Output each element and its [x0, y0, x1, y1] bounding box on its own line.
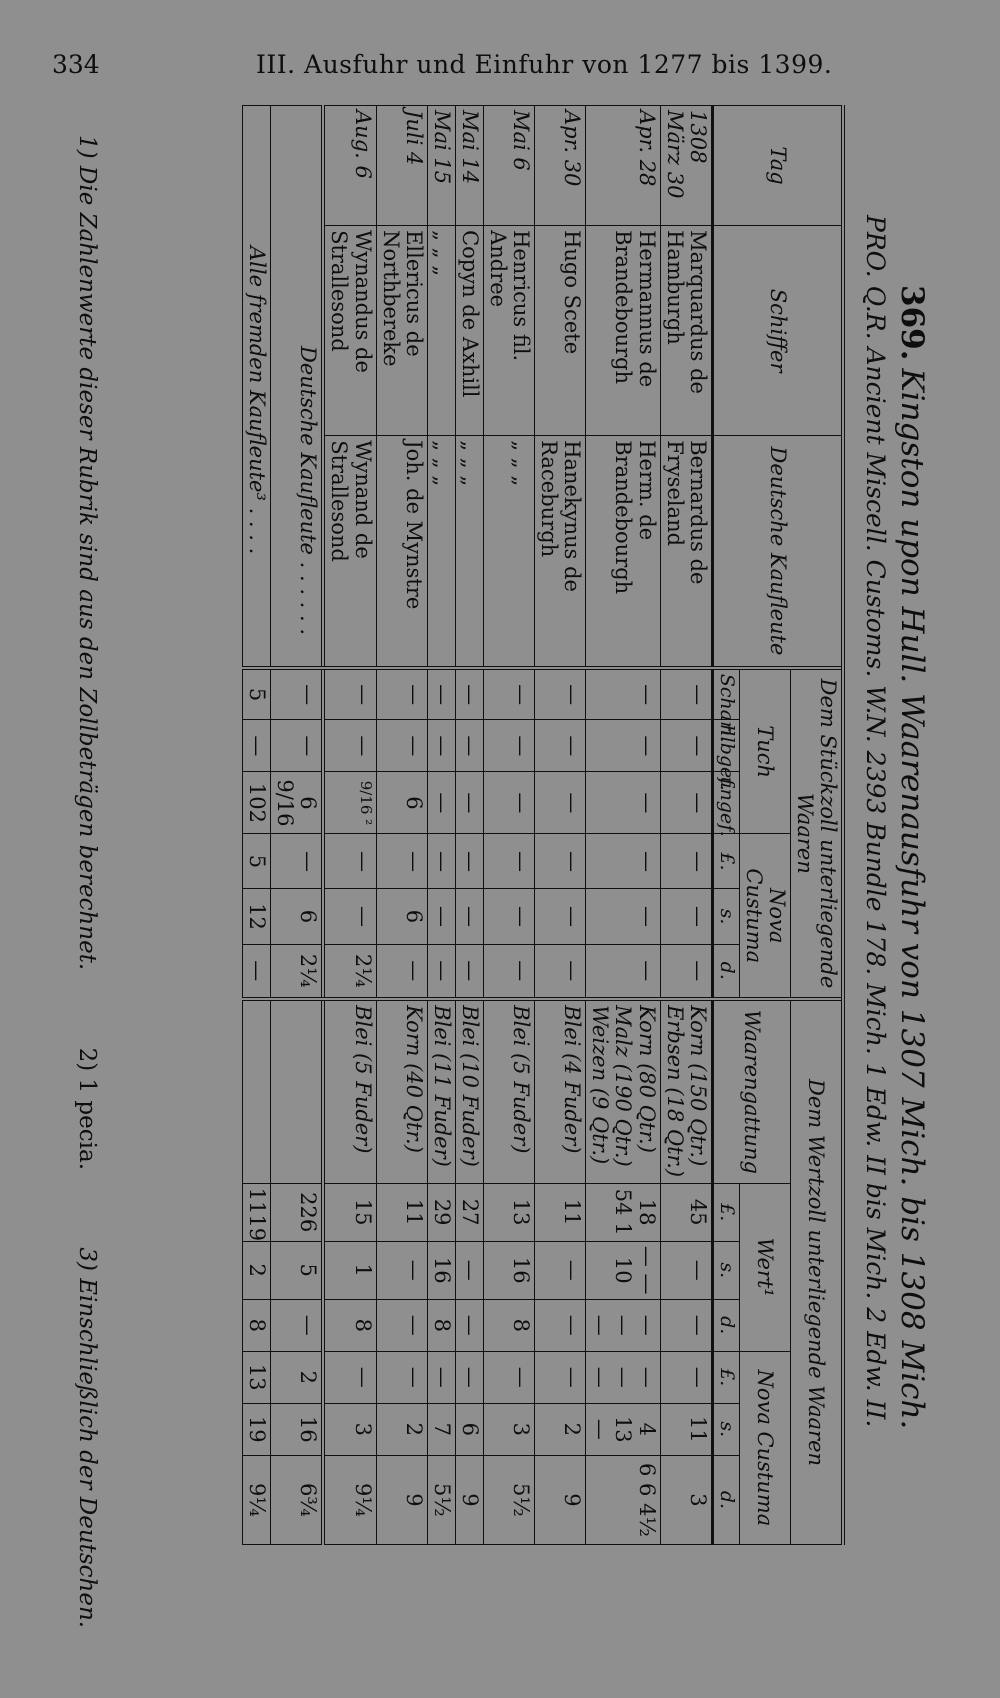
- footnotes: [74, 135, 100, 1698]
- cell-tag: Mai 14: [455, 106, 483, 226]
- cell-wert-shilling: 1: [323, 1241, 376, 1299]
- cell-ware: Korn (40 Qtr.): [376, 999, 427, 1183]
- cell-kaufleute: „ „ „: [455, 436, 483, 668]
- cell-scharl: —: [323, 668, 376, 720]
- cell-wert-pound: 226: [271, 1183, 324, 1241]
- customs-table: [242, 105, 845, 1545]
- cell-hlbgef: —: [243, 720, 271, 772]
- cell-hlbgef: —: [535, 720, 586, 772]
- cell-scharl: 5: [243, 668, 271, 720]
- total-label: Alle fremden Kaufleute³ . . . .: [243, 106, 271, 668]
- cell-wert-pence: 8: [427, 1299, 455, 1351]
- cell-ware: Blei (10 Fuder): [455, 999, 483, 1183]
- cell-scharl: —: [586, 668, 660, 720]
- cell-nc-pound: —: [455, 834, 483, 889]
- cell-schiffer: Henricus fil. Andree: [483, 226, 534, 436]
- header-nc2-pound: £.: [712, 1351, 739, 1403]
- header-nc2-pence: d.: [712, 1455, 739, 1544]
- cell-nc-pence: —: [376, 944, 427, 999]
- cell-scharl: —: [376, 668, 427, 720]
- footnote-2: 2) 1 pecia.: [74, 1047, 100, 1171]
- cell-ware: Blei (5 Fuder): [323, 999, 376, 1183]
- cell-nc-pence: —: [483, 944, 534, 999]
- header-nova-custuma-1: Nova Custuma: [739, 834, 790, 999]
- table-row: [427, 106, 455, 1545]
- cell-nc2-pence: 5½: [427, 1455, 455, 1544]
- cell-wert-pence: —: [271, 1299, 324, 1351]
- document-number: 369.: [894, 285, 930, 361]
- header-nc2-shilling: s.: [712, 1403, 739, 1455]
- cell-kaufleute: Herm. de Brandebourgh: [586, 436, 660, 668]
- total-label: Deutsche Kaufleute . . . . . .: [271, 106, 324, 668]
- cell-scharl: —: [535, 668, 586, 720]
- cell-wert-shilling: 2: [243, 1241, 271, 1299]
- cell-nc2-pence: 9: [535, 1455, 586, 1544]
- cell-nc-pence: —: [455, 944, 483, 999]
- cell-nc2-shilling: 6: [455, 1403, 483, 1455]
- cell-nc2-pence: 5½: [483, 1455, 534, 1544]
- cell-wert-shilling: —: [660, 1241, 712, 1299]
- cell-wert-pence: — — —: [586, 1299, 660, 1351]
- cell-ungef: 102: [243, 772, 271, 834]
- cell-tag: Juli 4: [376, 106, 427, 226]
- cell-wert-pound: 1119: [243, 1183, 271, 1241]
- cell-nc2-shilling: 3: [323, 1403, 376, 1455]
- cell-wert-shilling: — — 10: [586, 1241, 660, 1299]
- document-title-text: Kingston upon Hull. Waarenausfuhr von 1307 Mich. bis 1308 Mich.: [894, 368, 930, 1430]
- cell-nc2-shilling: 7: [427, 1403, 455, 1455]
- document-source: PRO. Q.R. Ancient Miscell. Customs. W.N. 2393 Bundle 178. Mich. 1 Edw. II bis Mich. 2 Edw. II.: [861, 215, 890, 1428]
- cell-nc-shilling: —: [586, 889, 660, 944]
- header-waarengattung: Waarengattung: [712, 999, 790, 1183]
- cell-ware: Korn (150 Qtr.) Erbsen (18 Qtr.): [660, 999, 712, 1183]
- cell-schiffer: Hermannus de Brandebourgh: [586, 226, 660, 436]
- header-nc-shilling: s.: [712, 889, 739, 944]
- customs-table-wrapper: [242, 105, 845, 1545]
- table-body: [243, 106, 713, 1545]
- cell-hlbgef: —: [376, 720, 427, 772]
- cell-ungef: —: [455, 772, 483, 834]
- cell-wert-shilling: —: [535, 1241, 586, 1299]
- cell-ware: [271, 999, 324, 1183]
- cell-nc-pence: 2¼: [271, 944, 324, 999]
- cell-nc2-pence: 9: [376, 1455, 427, 1544]
- cell-nc-pound: —: [323, 834, 376, 889]
- cell-schiffer: Copyn de Axhill: [455, 226, 483, 436]
- cell-nc2-shilling: 19: [243, 1403, 271, 1455]
- cell-hlbgef: —: [455, 720, 483, 772]
- table-row: [483, 106, 534, 1545]
- cell-ungef: —: [483, 772, 534, 834]
- cell-nc2-pound: —: [427, 1351, 455, 1403]
- header-wert-pound: £.: [712, 1183, 739, 1241]
- header-wert: Wert¹: [739, 1183, 790, 1351]
- header-wert-pence: d.: [712, 1299, 739, 1351]
- cell-nc2-pence: 9¼: [323, 1455, 376, 1544]
- cell-wert-shilling: 16: [483, 1241, 534, 1299]
- cell-nc-pence: —: [243, 944, 271, 999]
- cell-ware: [243, 999, 271, 1183]
- footnote-1: 1) Die Zahlenwerte dieser Rubrik sind aus den Zollbeträgen berechnet.: [74, 135, 100, 971]
- cell-nc2-pound: 13: [243, 1351, 271, 1403]
- table-row: [535, 106, 586, 1545]
- cell-wert-pound: 18 54 1: [586, 1183, 660, 1241]
- cell-nc-pound: —: [586, 834, 660, 889]
- cell-schiffer: „ „ „: [427, 226, 455, 436]
- cell-wert-pound: 11: [535, 1183, 586, 1241]
- table-row: [455, 106, 483, 1545]
- cell-tag: 1308 März 30: [660, 106, 712, 226]
- cell-nc2-shilling: 3: [483, 1403, 534, 1455]
- cell-wert-shilling: 16: [427, 1241, 455, 1299]
- cell-ungef: 6: [376, 772, 427, 834]
- header-scharl: Scharl.: [712, 668, 739, 720]
- cell-nc2-pence: 6 6 4½: [586, 1455, 660, 1544]
- header-nc-pound: £.: [712, 834, 739, 889]
- cell-nc-shilling: —: [535, 889, 586, 944]
- cell-nc-shilling: —: [483, 889, 534, 944]
- page-header: [0, 50, 1000, 90]
- cell-ungef: —: [427, 772, 455, 834]
- document-title: [894, 285, 930, 1429]
- cell-nc2-pence: 9: [455, 1455, 483, 1544]
- cell-wert-pence: —: [376, 1299, 427, 1351]
- cell-nc2-shilling: 16: [271, 1403, 324, 1455]
- cell-scharl: —: [271, 668, 324, 720]
- cell-ungef: —: [586, 772, 660, 834]
- cell-tag: Apr. 28: [586, 106, 660, 226]
- cell-hlbgef: —: [427, 720, 455, 772]
- cell-wert-shilling: —: [376, 1241, 427, 1299]
- cell-kaufleute: Wynand de Strallesond: [323, 436, 376, 668]
- cell-nc-pound: —: [376, 834, 427, 889]
- cell-ware: Korn (80 Qtr.) Malz (190 Qtr.) Weizen (9 Qtr.): [586, 999, 660, 1183]
- cell-nc-pence: —: [535, 944, 586, 999]
- cell-tag: Mai 15: [427, 106, 455, 226]
- cell-ungef: —: [660, 772, 712, 834]
- header-stueckzoll: Dem Stückzoll unterliegende Waaren: [790, 668, 843, 999]
- header-hlbgef: hlbgef.: [712, 720, 739, 772]
- cell-nc2-shilling: 2: [376, 1403, 427, 1455]
- cell-ungef: —: [535, 772, 586, 834]
- header-wert-shilling: s.: [712, 1241, 739, 1299]
- footnote-3: 3) Einschließlich der Deutschen.: [74, 1247, 100, 1629]
- header-nova-custuma-2: Nova Custuma: [739, 1351, 790, 1544]
- cell-wert-pence: —: [660, 1299, 712, 1351]
- cell-hlbgef: —: [271, 720, 324, 772]
- cell-nc2-shilling: 11: [660, 1403, 712, 1455]
- cell-wert-pound: 45: [660, 1183, 712, 1241]
- cell-nc-shilling: 6: [376, 889, 427, 944]
- header-nc-pence: d.: [712, 944, 739, 999]
- cell-hlbgef: —: [323, 720, 376, 772]
- header-schiffer: Schiffer: [712, 226, 843, 436]
- header-tag: Tag: [712, 106, 843, 226]
- cell-wert-pound: 15: [323, 1183, 376, 1241]
- cell-ware: Blei (5 Fuder): [483, 999, 534, 1183]
- cell-hlbgef: —: [660, 720, 712, 772]
- cell-nc2-pence: 9¼: [243, 1455, 271, 1544]
- cell-nc-shilling: —: [427, 889, 455, 944]
- cell-schiffer: Hugo Scete: [535, 226, 586, 436]
- cell-kaufleute: Hanekynus de Raceburgh: [535, 436, 586, 668]
- cell-wert-pound: 27: [455, 1183, 483, 1241]
- cell-wert-pound: 29: [427, 1183, 455, 1241]
- cell-nc2-pence: 6¾: [271, 1455, 324, 1544]
- cell-nc-pound: —: [535, 834, 586, 889]
- cell-nc2-pound: —: [483, 1351, 534, 1403]
- table-row: [323, 106, 376, 1545]
- cell-nc2-pound: —: [660, 1351, 712, 1403]
- cell-wert-pence: —: [535, 1299, 586, 1351]
- header-tuch: Tuch: [739, 668, 790, 834]
- cell-wert-shilling: —: [455, 1241, 483, 1299]
- cell-wert-pence: 8: [323, 1299, 376, 1351]
- cell-scharl: —: [455, 668, 483, 720]
- cell-nc-pence: —: [427, 944, 455, 999]
- cell-wert-pence: 8: [483, 1299, 534, 1351]
- cell-ungef: 9/16 ²: [323, 772, 376, 834]
- cell-wert-pence: 8: [243, 1299, 271, 1351]
- cell-nc2-pound: —: [455, 1351, 483, 1403]
- cell-schiffer: Ellericus de Northbereke: [376, 226, 427, 436]
- cell-scharl: —: [427, 668, 455, 720]
- cell-schiffer: Wynandus de Strallesond: [323, 226, 376, 436]
- cell-nc-shilling: 12: [243, 889, 271, 944]
- cell-nc2-pound: — — —: [586, 1351, 660, 1403]
- cell-ware: Blei (4 Fuder): [535, 999, 586, 1183]
- cell-nc-pound: —: [483, 834, 534, 889]
- cell-nc2-pence: 3: [660, 1455, 712, 1544]
- cell-wert-pound: 13: [483, 1183, 534, 1241]
- cell-nc2-pound: —: [535, 1351, 586, 1403]
- table-row: [586, 106, 660, 1545]
- cell-nc-pound: —: [660, 834, 712, 889]
- cell-nc-pence: 2¼: [323, 944, 376, 999]
- table-row: [376, 106, 427, 1545]
- cell-tag: Apr. 30: [535, 106, 586, 226]
- cell-nc-shilling: —: [660, 889, 712, 944]
- cell-tag: Mai 6: [483, 106, 534, 226]
- cell-nc2-shilling: 2: [535, 1403, 586, 1455]
- cell-wert-shilling: 5: [271, 1241, 324, 1299]
- header-wertzoll: Dem Wertzoll unterliegende Waaren: [790, 999, 843, 1544]
- cell-ware: Blei (11 Fuder): [427, 999, 455, 1183]
- cell-scharl: —: [660, 668, 712, 720]
- cell-kaufleute: „ „ „: [427, 436, 455, 668]
- cell-nc-pound: 5: [243, 834, 271, 889]
- header-kaufleute: Deutsche Kaufleute: [712, 436, 843, 668]
- cell-nc-pence: —: [586, 944, 660, 999]
- cell-ungef: 6 9/16: [271, 772, 324, 834]
- cell-nc-shilling: —: [455, 889, 483, 944]
- cell-kaufleute: Bernardus de Fryseland: [660, 436, 712, 668]
- cell-wert-pound: 11: [376, 1183, 427, 1241]
- cell-nc-pound: —: [427, 834, 455, 889]
- running-head: III. Ausfuhr und Einfuhr von 1277 bis 1399.: [256, 50, 833, 79]
- cell-hlbgef: —: [586, 720, 660, 772]
- rotated-content: [60, 105, 930, 1629]
- cell-nc-shilling: 6: [271, 889, 324, 944]
- cell-nc2-pound: 2: [271, 1351, 324, 1403]
- cell-nc2-pound: —: [323, 1351, 376, 1403]
- cell-nc2-pound: —: [376, 1351, 427, 1403]
- cell-nc-shilling: —: [323, 889, 376, 944]
- table-row: [660, 106, 712, 1545]
- header-ungef: ungef.: [712, 772, 739, 834]
- cell-hlbgef: —: [483, 720, 534, 772]
- cell-nc-pence: —: [660, 944, 712, 999]
- cell-nc-pound: —: [271, 834, 324, 889]
- cell-scharl: —: [483, 668, 534, 720]
- cell-kaufleute: „ „ „: [483, 436, 534, 668]
- cell-tag: Aug. 6: [323, 106, 376, 226]
- cell-schiffer: Marquardus de Hamburgh: [660, 226, 712, 436]
- cell-nc2-shilling: 4 13 —: [586, 1403, 660, 1455]
- cell-kaufleute: Joh. de Mynstre: [376, 436, 427, 668]
- page-number: 334: [52, 50, 100, 79]
- total-row: [271, 106, 324, 1545]
- total-row: [243, 106, 271, 1545]
- cell-wert-pence: —: [455, 1299, 483, 1351]
